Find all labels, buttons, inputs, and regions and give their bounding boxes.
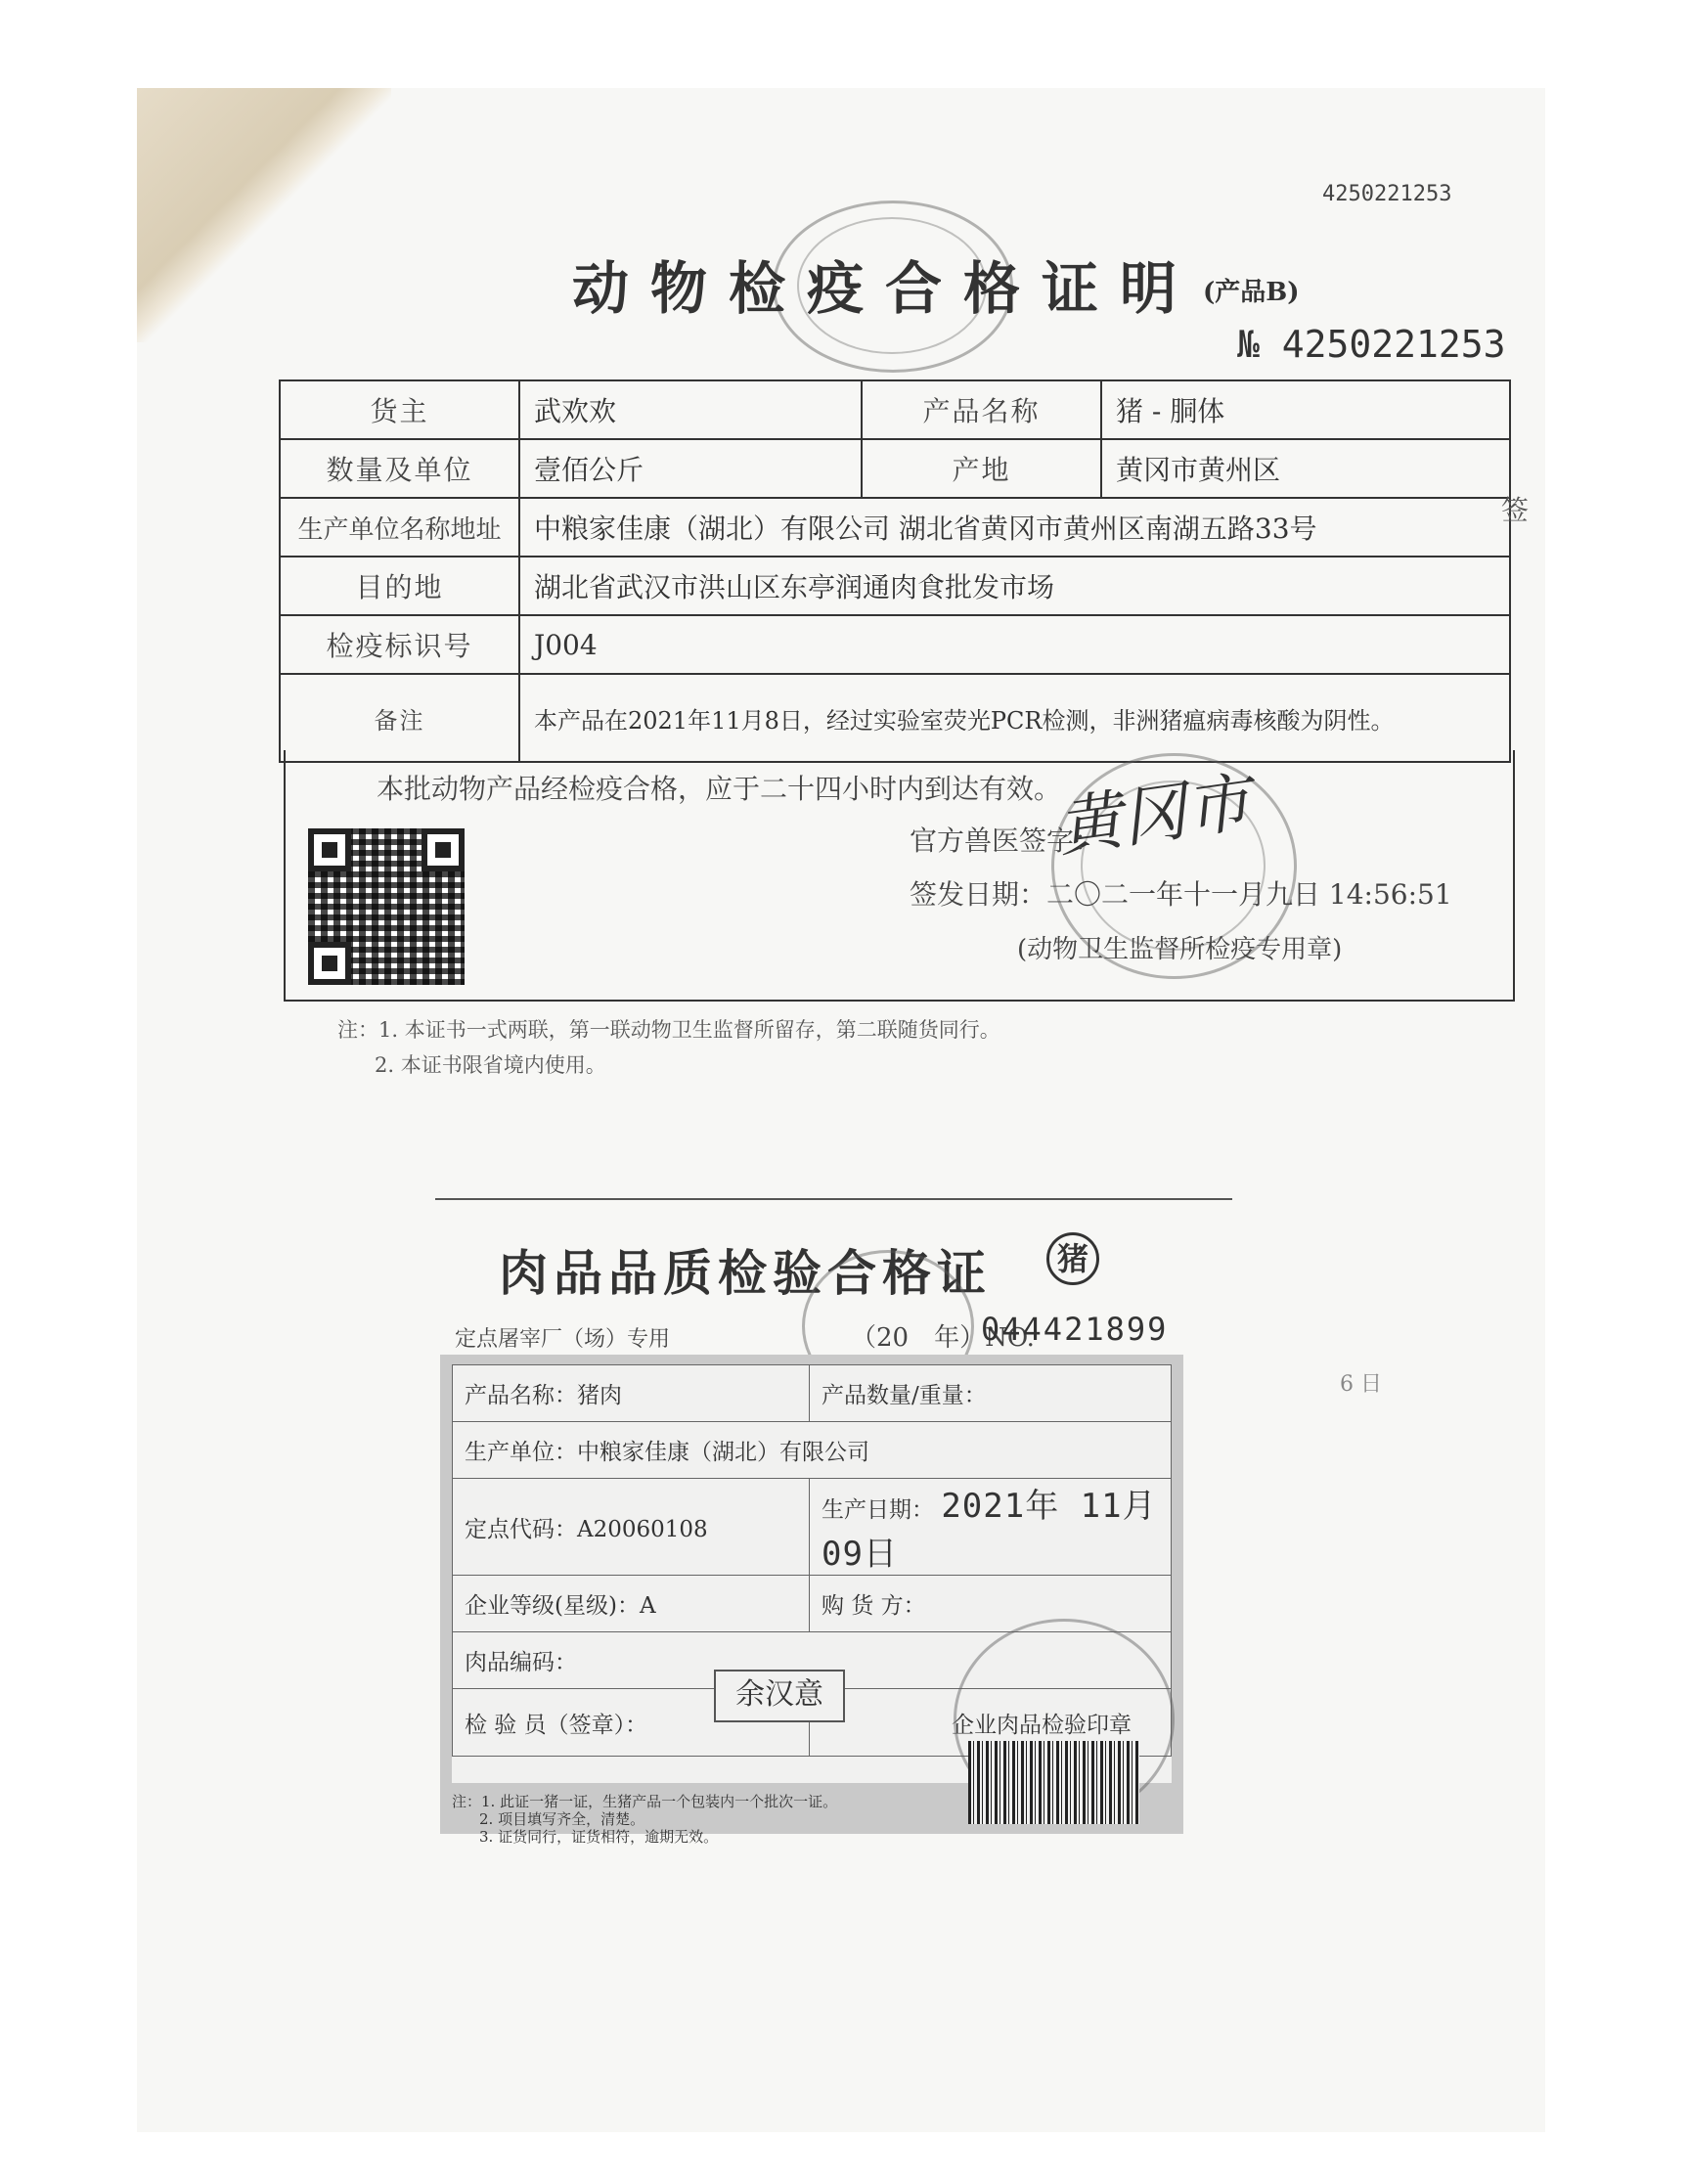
inspector-label: 检 验 员（签章）：	[453, 1689, 810, 1757]
qr-finder	[308, 942, 351, 985]
cert1-title: 动物检疫合格证明	[572, 255, 1199, 322]
origin-label: 产地	[862, 439, 1101, 498]
production-date	[810, 1479, 1172, 1576]
production-date-label: 生产日期：	[822, 1497, 934, 1523]
quantity-value: 壹佰公斤	[519, 439, 862, 498]
page-curl	[137, 88, 391, 342]
cert1-number: № 4250221253	[1237, 323, 1506, 366]
qr-finder	[422, 828, 465, 871]
table-row	[280, 674, 1510, 762]
remark-label: 备注	[280, 674, 519, 762]
destination-label: 目的地	[280, 557, 519, 615]
qr-code	[308, 828, 465, 985]
issue-date: 签发日期：二〇二一年十一月九日 14:56:51	[910, 878, 1452, 911]
table-row	[280, 380, 1510, 439]
buyer: 购 货 方：	[810, 1576, 1172, 1632]
inspector-signature: 余汉意	[714, 1670, 845, 1722]
cert2-number: 044421899	[981, 1311, 1169, 1348]
quantity-label: 数量及单位	[280, 439, 519, 498]
cert1-notes	[337, 1012, 1000, 1083]
qr-finder	[308, 828, 351, 871]
product-quantity: 产品数量/重量：	[810, 1365, 1172, 1422]
seal-label: (动物卫生监督所检疫专用章)	[1017, 935, 1343, 964]
product-name: 产品名称：猪肉	[453, 1365, 810, 1422]
destination-value: 湖北省武汉市洪山区东亭润通肉食批发市场	[519, 557, 1510, 615]
mark-value: J004	[519, 615, 1510, 674]
note-line: 注：1. 本证书一式两联，第一联动物卫生监督所留存，第二联随货同行。	[337, 1018, 1000, 1042]
cert2-title: 肉品品质检验合格证	[499, 1244, 992, 1302]
stamp-text: 黄冈市	[1052, 764, 1256, 867]
top-serial-number: 4250221253	[1322, 182, 1452, 206]
note-line: 注：1. 此证一猪一证，生猪产品一个包装内一个批次一证。	[452, 1793, 838, 1810]
fixed-code: 定点代码：A20060108	[453, 1479, 810, 1576]
cert2-card	[440, 1355, 1183, 1846]
barcode	[968, 1741, 1139, 1824]
table-row	[280, 439, 1510, 498]
pig-badge: 猪	[1046, 1232, 1099, 1285]
producer-label: 生产单位名称地址	[280, 498, 519, 557]
owner-value: 武欢欢	[519, 380, 862, 439]
table-row	[280, 498, 1510, 557]
table-row	[453, 1479, 1172, 1576]
validity-statement: 本批动物产品经检疫合格，应于二十四小时内到达有效。	[377, 773, 1062, 805]
cert1-table	[279, 379, 1511, 763]
note-line: 3. 证货同行，证货相符，逾期无效。	[479, 1828, 719, 1846]
table-row	[453, 1422, 1172, 1479]
table-row	[280, 557, 1510, 615]
table-row	[453, 1365, 1172, 1422]
side-mark: 6 日	[1340, 1372, 1382, 1397]
table-row	[280, 615, 1510, 674]
origin-value: 黄冈市黄州区	[1101, 439, 1510, 498]
note-line: 2. 项目填写齐全，清楚。	[479, 1810, 645, 1828]
producer-value: 中粮家佳康（湖北）有限公司 湖北省黄冈市黄州区南湖五路33号	[519, 498, 1510, 557]
fixed-point-label: 定点屠宰厂（场）专用	[455, 1327, 671, 1352]
note-line: 2. 本证书限省境内使用。	[375, 1053, 606, 1077]
year-label: （20 年）NO.	[851, 1323, 1035, 1353]
product-value: 猪 - 胴体	[1101, 380, 1510, 439]
owner-label: 货主	[280, 380, 519, 439]
enterprise-grade: 企业等级(星级)：A	[453, 1576, 810, 1632]
vet-signature-label: 官方兽医签字：	[910, 825, 1102, 857]
remark-value: 本产品在2021年11月8日，经过实验室荧光PCR检测，非洲猪瘟病毒核酸为阴性。	[519, 674, 1510, 762]
mark-label: 检疫标识号	[280, 615, 519, 674]
product-label: 产品名称	[862, 380, 1101, 439]
side-mark: 签	[1501, 494, 1530, 526]
production-date-value: 2021年 11月09日	[822, 1487, 1157, 1574]
cert1-title-suffix: (产品B)	[1203, 278, 1300, 307]
producer: 生产单位：中粮家佳康（湖北）有限公司	[453, 1422, 1172, 1479]
meat-code: 肉品编码：	[453, 1632, 1172, 1689]
divider-line	[435, 1198, 1232, 1200]
cert2-seal-label: 企业肉品检验印章	[810, 1689, 1172, 1757]
